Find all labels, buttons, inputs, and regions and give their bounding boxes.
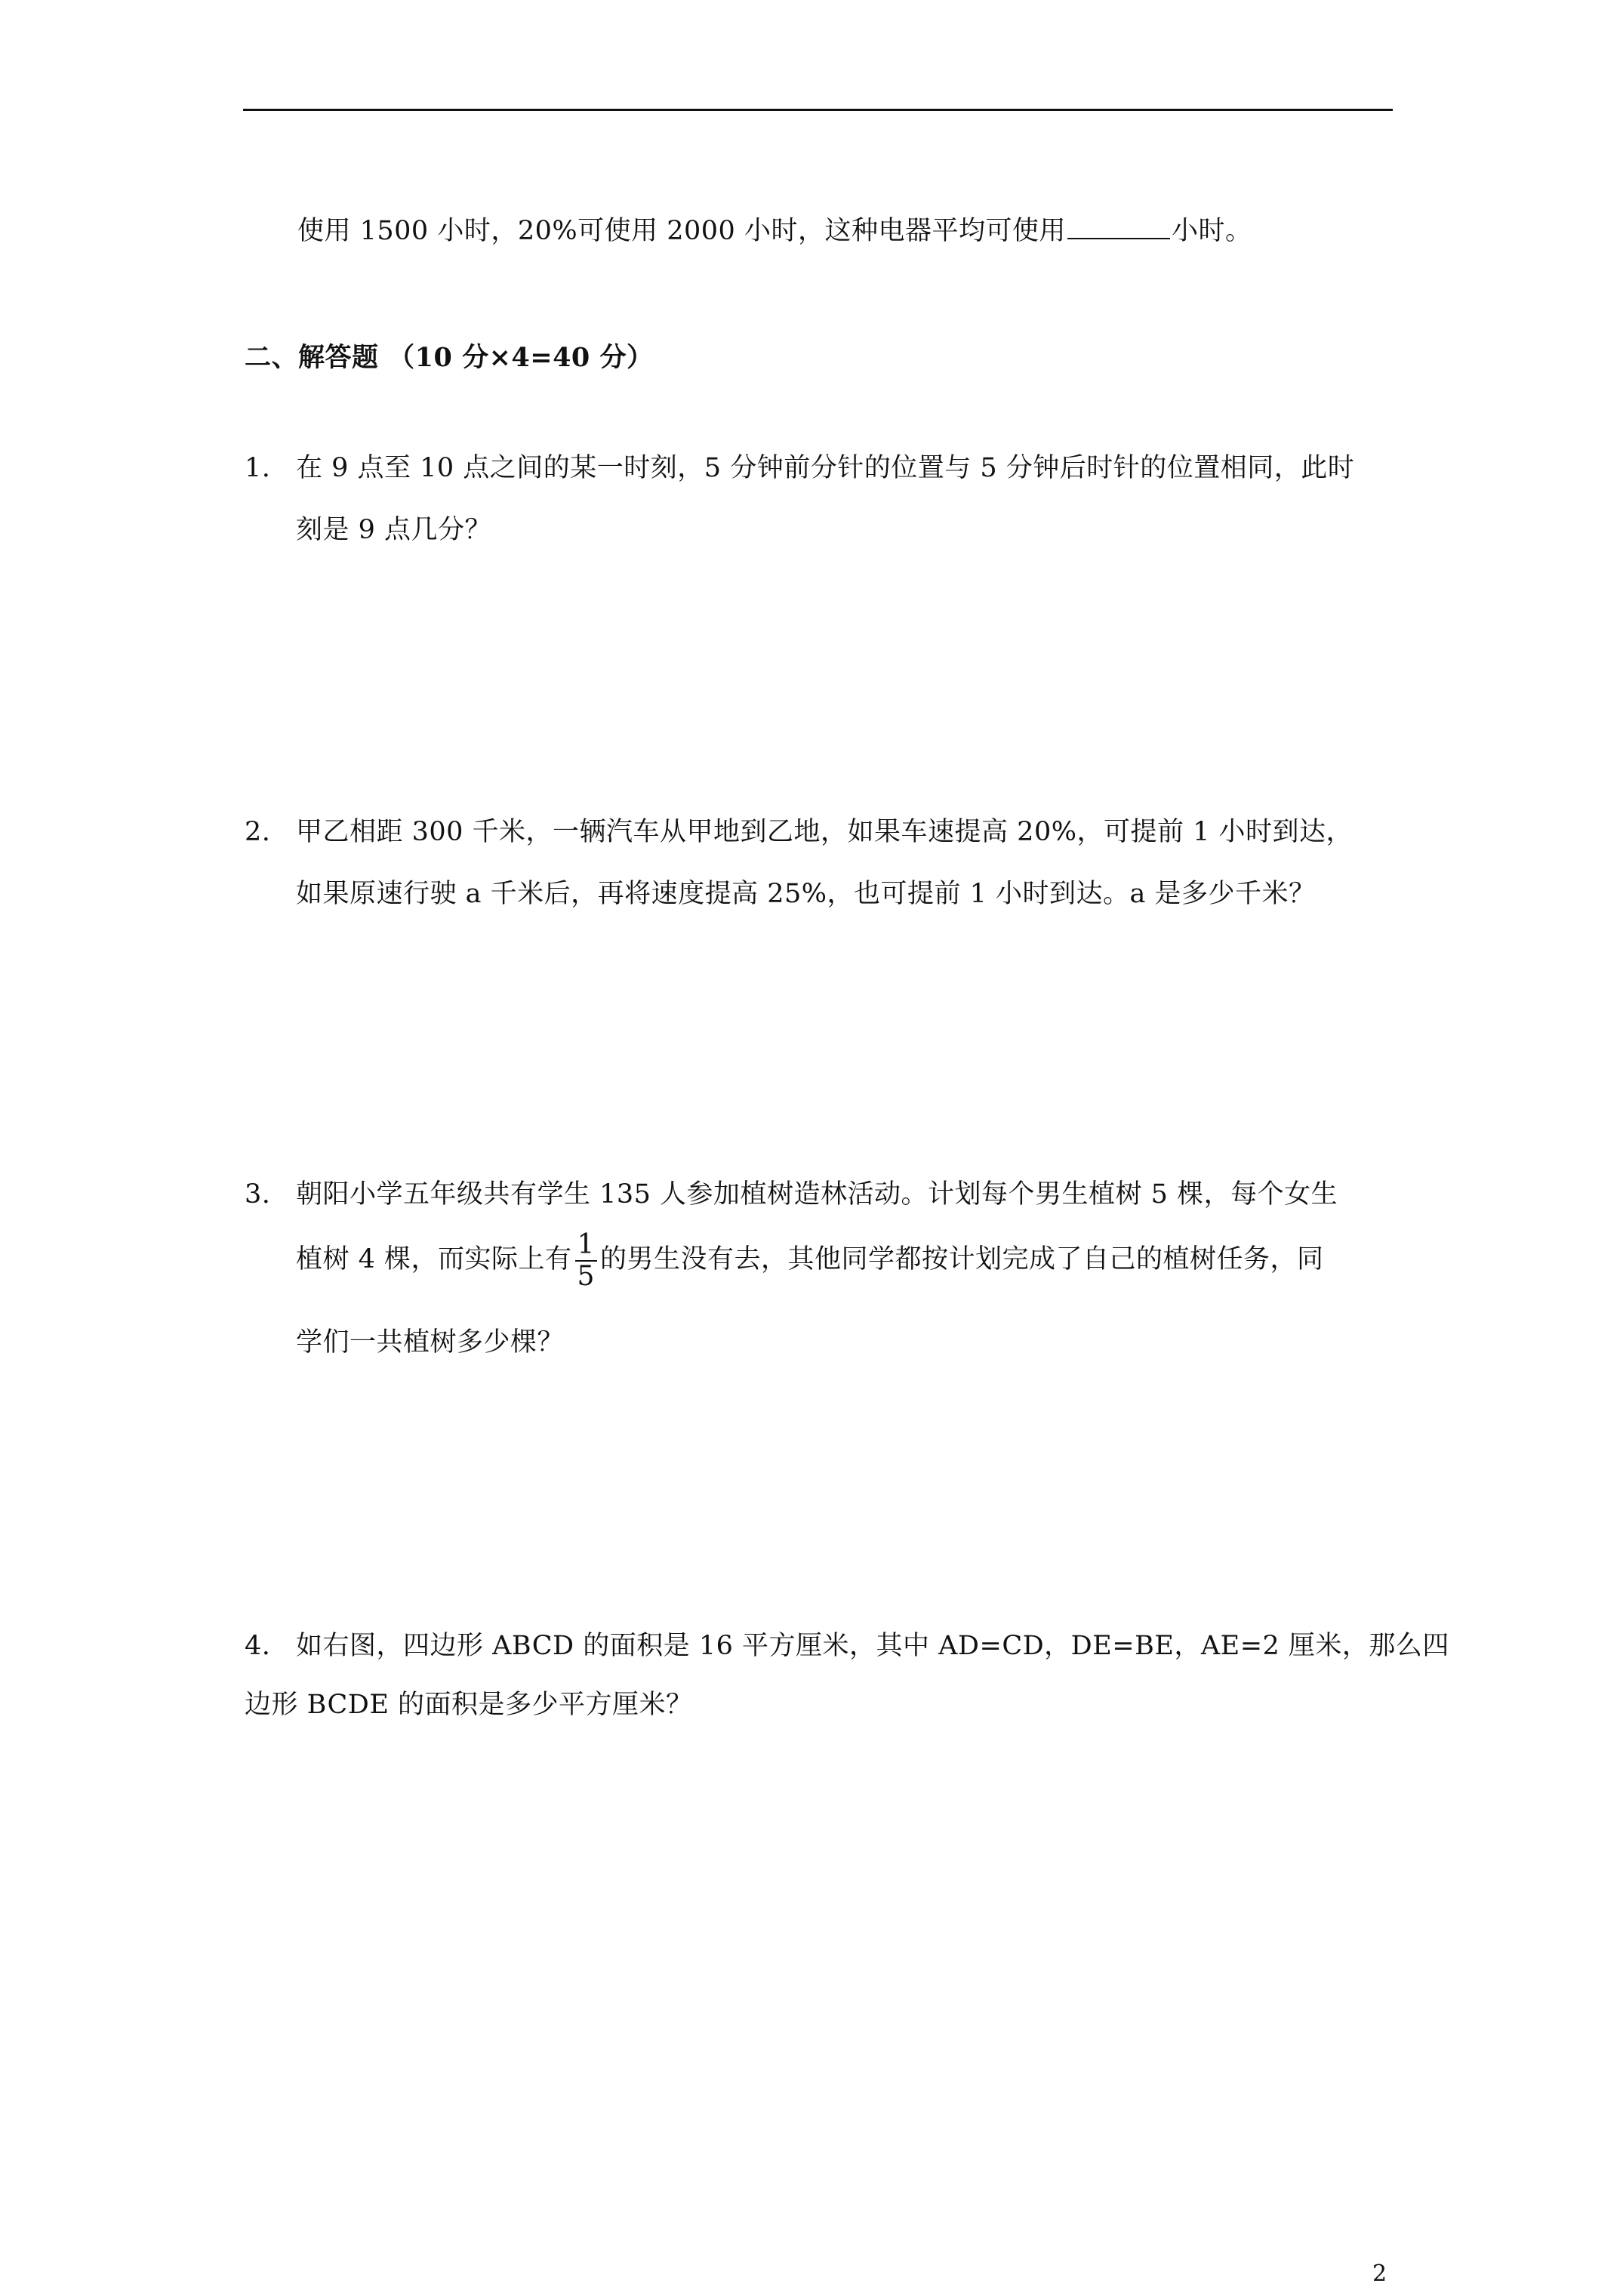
question-2-text-2: 如果原速行驶 a 千米后，再将速度提高 25%，也可提前 1 小时到达。a 是多少千米？ <box>296 879 1316 909</box>
question-2-text-1: 甲乙相距 300 千米，一辆汽车从甲地到乙地，如果车速提高 20%，可提前 1 小时到达， <box>296 817 1353 847</box>
continuation-text-post: 小时。 <box>1171 216 1252 246</box>
fraction-numerator: 1 <box>577 1228 595 1260</box>
continuation-line <box>297 214 1252 248</box>
section-heading: 二、解答题 （10 分×4=40 分） <box>245 342 654 373</box>
question-4-text-1: 如右图，四边形 ABCD 的面积是 16 平方厘米，其中 AD=CD，DE=BE，AE=2 厘米，那么四 <box>296 1631 1449 1661</box>
question-4-text-2: 边形 BCDE 的面积是多少平方厘米？ <box>245 1690 693 1720</box>
question-4-number: 4. <box>245 1631 271 1661</box>
question-3-text-2-pre: 植树 4 棵，而实际上有 <box>296 1244 572 1274</box>
fraction-one-fifth <box>575 1230 597 1292</box>
question-3-line-1 <box>245 1178 1338 1211</box>
question-1-number: 1. <box>245 453 271 483</box>
continuation-text-pre: 使用 1500 小时，20%可使用 2000 小时，这种电器平均可使用 <box>297 216 1066 246</box>
question-1-text-1: 在 9 点至 10 点之间的某一时刻，5 分钟前分针的位置与 5 分钟后时针的位置相同，此时 <box>296 453 1355 483</box>
question-3-text-3: 学们一共植树多少棵？ <box>296 1327 565 1358</box>
question-1-line-1 <box>245 451 1354 485</box>
answer-blank[interactable] <box>1067 215 1170 239</box>
header-rule <box>243 109 1393 111</box>
question-2-number: 2. <box>245 817 271 847</box>
question-3-text-1: 朝阳小学五年级共有学生 135 人参加植树造林活动。计划每个男生植树 5 棵，每个女生 <box>296 1179 1338 1210</box>
question-1-text-2: 刻是 9 点几分？ <box>296 515 492 545</box>
question-3-line-2 <box>296 1228 1323 1292</box>
page-number: 2 <box>1372 2261 1387 2287</box>
question-4-line-1 <box>245 1629 1449 1663</box>
question-3-number: 3. <box>245 1179 271 1210</box>
question-2-line-1 <box>245 815 1353 849</box>
fraction-denominator: 5 <box>577 1260 595 1292</box>
question-3-text-2-post: 的男生没有去，其他同学都按计划完成了自己的植树任务，同 <box>599 1244 1324 1274</box>
